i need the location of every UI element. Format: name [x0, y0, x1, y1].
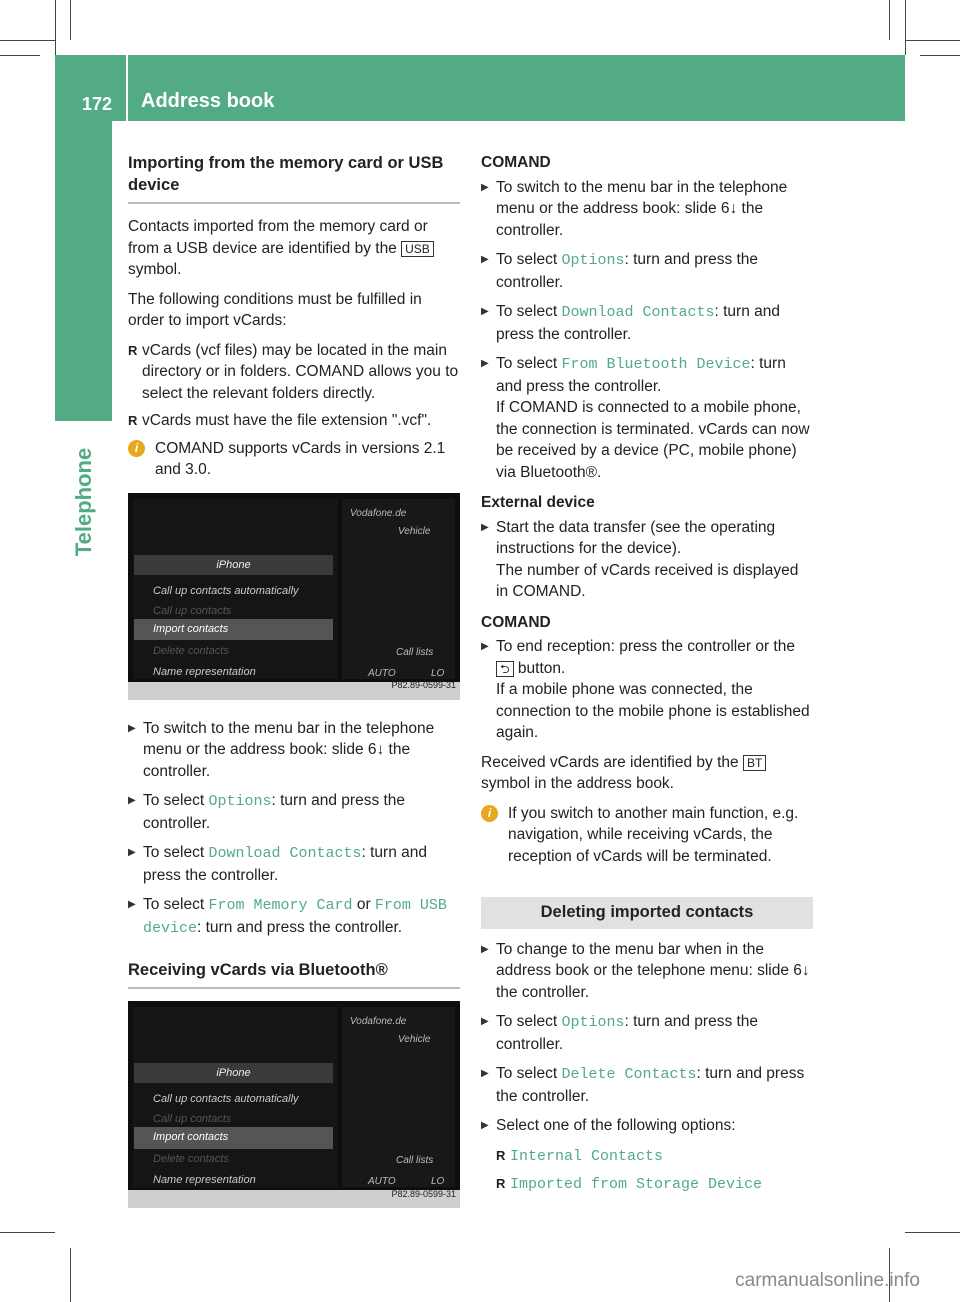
- step: ▶ To switch to the menu bar in the telephone menu or the address book: slide 6↓ the controller.: [128, 718, 460, 783]
- info-icon: i: [481, 805, 498, 822]
- crop-mark: [55, 0, 56, 55]
- crop-mark: [889, 0, 890, 40]
- back-button-icon: ⮌: [496, 661, 514, 677]
- menu-item: Delete contacts: [153, 644, 229, 657]
- auto-label: AUTO: [368, 1176, 396, 1187]
- screen-illustration: [128, 493, 460, 700]
- step: ▶ To select Delete Contacts: turn and press the controller.: [481, 1063, 813, 1107]
- menu-item: Name representation: [153, 665, 256, 678]
- menu-item-selected: Import contacts: [134, 1127, 333, 1149]
- step: ▶ To select Options: turn and press the controller.: [481, 249, 813, 293]
- menu-item: Delete contacts: [153, 1153, 229, 1165]
- page-number: 172: [82, 94, 113, 114]
- usb-symbol-icon: USB: [401, 241, 434, 257]
- crop-mark: [920, 55, 960, 56]
- crop-mark: [905, 40, 960, 41]
- vehicle-label: Vehicle: [398, 1034, 431, 1045]
- crop-mark: [0, 55, 40, 56]
- left-column: [128, 152, 460, 1226]
- menu-item: Call up contacts automatically: [153, 1093, 299, 1105]
- crop-mark: [905, 1232, 960, 1233]
- right-column: [481, 152, 813, 1202]
- step: ▶ To change to the menu bar when in the address book or the telephone menu: slide 6↓ the controller.: [481, 939, 813, 1004]
- header-divider: [126, 55, 128, 121]
- subsection-title: Receiving vCards via Bluetooth®: [128, 959, 460, 989]
- crop-mark: [0, 40, 55, 41]
- section-title: Importing from the memory card or USB device: [128, 152, 460, 204]
- call-lists-label: Call lists: [396, 1155, 434, 1166]
- step: ▶ To select Options: turn and press the controller.: [128, 790, 460, 834]
- step: ▶ To end reception: press the controller or the ⮌ button. If a mobile phone was connected, the connection to the mobile phone is established again.: [481, 636, 813, 744]
- crop-mark: [0, 1232, 55, 1233]
- external-device-heading: External device: [481, 494, 595, 511]
- step: ▶ To switch to the menu bar in the telephone menu or the address book: slide 6↓ the controller.: [481, 177, 813, 242]
- bluetooth-symbol-icon: BT: [743, 755, 766, 771]
- step: ▶ Select one of the following options:: [481, 1115, 813, 1137]
- step: ▶ To select From Memory Card or From USB device: turn and press the controller.: [128, 894, 460, 939]
- list-item: R Imported from Storage Device: [496, 1173, 813, 1196]
- menu-item-selected: Import contacts: [134, 619, 333, 641]
- carrier-label: Vodafone.de: [350, 1016, 407, 1027]
- menu-item: Name representation: [153, 1174, 256, 1186]
- info-note: i COMAND supports vCards in versions 2.1 and 3.0.: [128, 438, 460, 481]
- vehicle-label: Vehicle: [398, 525, 431, 537]
- received-paragraph: Received vCards are identified by the BT symbol in the address book.: [481, 752, 813, 795]
- phone-title: iPhone: [134, 1063, 333, 1083]
- crop-mark: [70, 0, 71, 40]
- menu-item: Call up contacts automatically: [153, 584, 299, 597]
- auto-label: AUTO: [368, 667, 396, 679]
- page-title: Address book: [141, 90, 275, 112]
- phone-title: iPhone: [134, 555, 333, 575]
- list-item: R vCards must have the file extension ".vcf".: [128, 410, 460, 432]
- call-lists-label: Call lists: [396, 646, 434, 658]
- step: ▶ To select From Bluetooth Device: turn and press the controller. If COMAND is connected to a mobile phone, the connection is terminated. vCards can now be received by a device (PC, mobile phone) via Bluetooth®.: [481, 353, 813, 483]
- chapter-label: Telephone: [70, 447, 96, 557]
- intro-paragraph: Contacts imported from the memory card or from a USB device are identified by the USB symbol.: [128, 216, 460, 281]
- comand-heading: COMAND: [481, 613, 551, 631]
- step: ▶ To select Download Contacts: turn and press the controller.: [128, 842, 460, 886]
- crop-mark: [70, 1248, 71, 1302]
- watermark: carmanualsonline.info: [735, 1270, 920, 1291]
- carrier-label: Vodafone.de: [350, 507, 407, 519]
- image-code: P82.89-0599-31: [391, 1188, 456, 1199]
- menu-item: Call up contacts: [153, 604, 232, 617]
- list-item: R vCards (vcf files) may be located in the main directory or in folders. COMAND allows you to select the relevant folders directly.: [128, 340, 460, 405]
- step: ▶ To select Options: turn and press the controller.: [481, 1011, 813, 1055]
- info-icon: i: [128, 440, 145, 457]
- step: ▶ To select Download Contacts: turn and press the controller.: [481, 301, 813, 345]
- step: ▶ Start the data transfer (see the operating instructions for the device). The number of vCards received is displayed in COMAND.: [481, 517, 813, 603]
- menu-item: Call up contacts: [153, 1113, 232, 1125]
- conditions-paragraph: The following conditions must be fulfilled in order to import vCards:: [128, 290, 422, 329]
- lo-label: LO: [431, 667, 445, 679]
- crop-mark: [905, 0, 906, 55]
- comand-heading: COMAND: [481, 154, 551, 171]
- image-code: P82.89-0599-31: [391, 680, 456, 690]
- list-item: R Internal Contacts: [496, 1145, 813, 1168]
- chapter-tab: [55, 121, 112, 421]
- delete-section-title: Deleting imported contacts: [481, 897, 813, 929]
- info-note: i If you switch to another main function, e.g. navigation, while receiving vCards, the reception of vCards will be terminated.: [481, 803, 813, 868]
- screen-illustration: [128, 1001, 460, 1208]
- lo-label: LO: [431, 1176, 445, 1187]
